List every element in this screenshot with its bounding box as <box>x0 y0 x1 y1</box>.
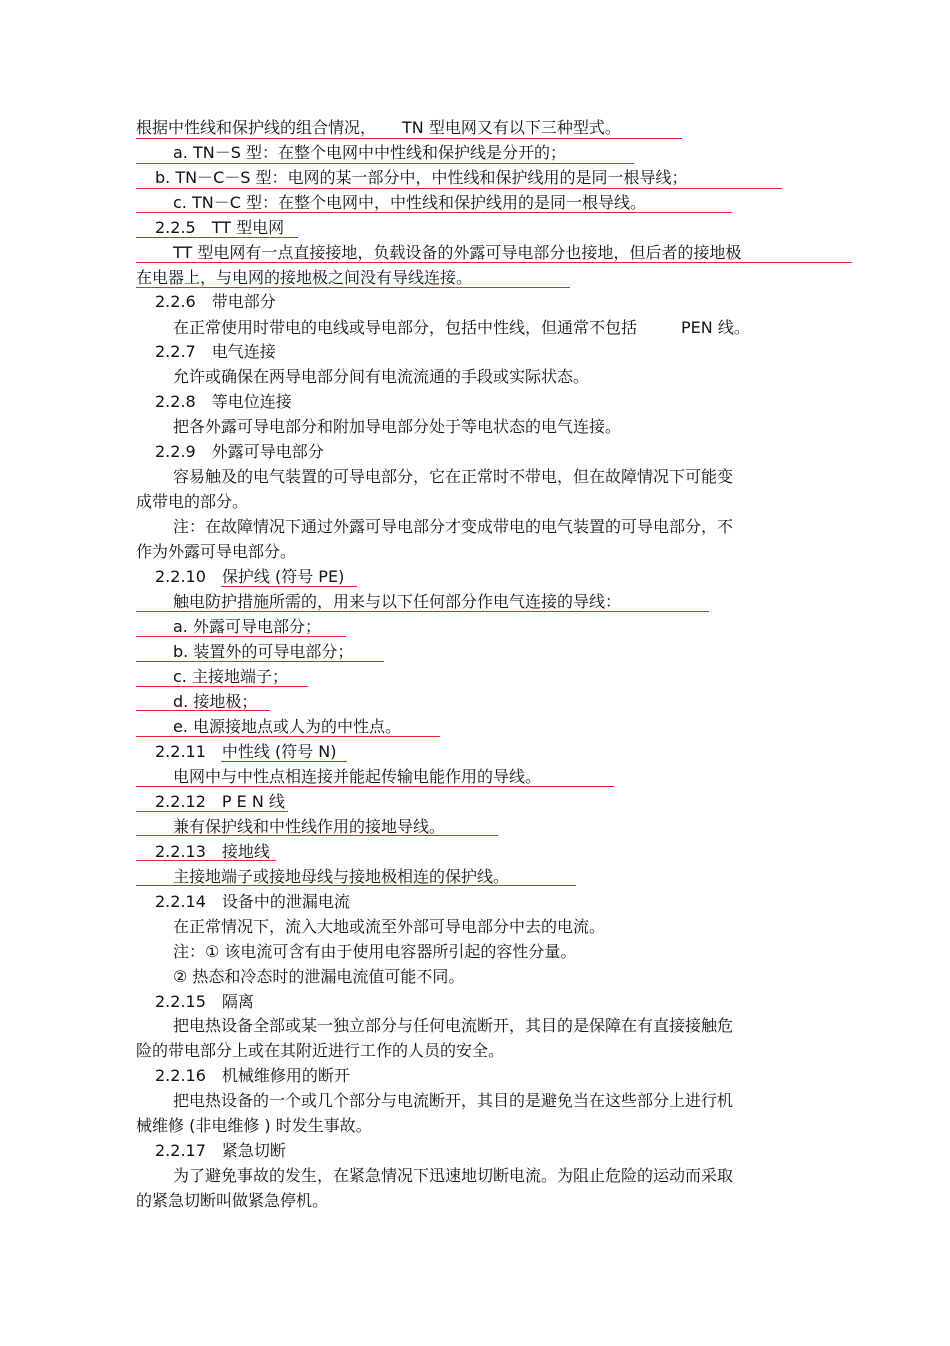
section-heading: 2.2.11 中性线 (符号 N) <box>155 742 337 761</box>
note-line: 作为外露可导电部分。 <box>136 542 297 561</box>
annotation-underline <box>136 636 346 637</box>
list-item: d. 接地极； <box>173 692 258 711</box>
text-line: 险的带电部分上或在其附近进行工作的人员的安全。 <box>136 1041 505 1060</box>
annotation-underline <box>136 262 852 263</box>
text-line: 把电热设备的一个或几个部分与电流断开，其目的是避免当在这些部分上进行机 <box>173 1091 734 1110</box>
annotation-underline <box>136 661 384 662</box>
text-line: 把电热设备全部或某一独立部分与任何电流断开，其目的是保障在有直接接触危 <box>173 1016 734 1035</box>
annotation-underline <box>136 287 570 288</box>
text-line: 电网中与中性点相连接并能起传输电能作用的导线。 <box>173 767 542 786</box>
text-line: 的紧急切断叫做紧急停机。 <box>136 1191 329 1210</box>
annotation-underline <box>221 761 347 762</box>
section-heading: 2.2.15 隔离 <box>155 992 254 1011</box>
annotation-underline <box>221 586 357 587</box>
annotation-underline <box>136 811 288 812</box>
list-item: c. 主接地端子； <box>173 667 288 686</box>
note-line: 注：① 该电流可含有由于使用电容器所引起的容性分量。 <box>173 942 577 961</box>
text-line: 成带电的部分。 <box>136 492 249 511</box>
section-heading: 2.2.16 机械维修用的断开 <box>155 1066 350 1085</box>
list-item: e. 电源接地点或人为的中性点。 <box>173 717 402 736</box>
section-heading: 2.2.8 等电位连接 <box>155 392 292 411</box>
text-line: 触电防护措施所需的，用来与以下任何部分作电气连接的导线： <box>173 592 622 611</box>
annotation-underline <box>136 710 270 711</box>
text-line: TT 型电网有一点直接接地，负载设备的外露可导电部分也接地，但后者的接地极 <box>173 243 742 262</box>
section-heading: 2.2.17 紧急切断 <box>155 1141 286 1160</box>
text-line: 把各外露可导电部分和附加导电部分处于等电状态的电气连接。 <box>173 417 622 436</box>
note-line: ② 热态和冷态时的泄漏电流值可能不同。 <box>173 967 465 986</box>
section-heading: 2.2.6 带电部分 <box>155 292 276 311</box>
list-item: b. TN－C－S 型：电网的某一部分中，中性线和保护线用的是同一根导线； <box>155 168 688 187</box>
text-line: 容易触及的电气装置的可导电部分，它在正常时不带电，但在故障情况下可能变 <box>173 467 734 486</box>
text-line: 兼有保护线和中性线作用的接地导线。 <box>173 817 446 836</box>
annotation-underline <box>136 860 276 861</box>
text-line: 主接地端子或接地母线与接地极相连的保护线。 <box>173 867 510 886</box>
text-line: 在正常使用时带电的电线或导电部分，包括中性线，但通常不包括 PEN 线。 <box>173 318 750 337</box>
section-heading: 2.2.10 保护线 (符号 PE) <box>155 567 345 586</box>
annotation-underline <box>136 786 614 787</box>
section-heading: 2.2.14 设备中的泄漏电流 <box>155 892 350 911</box>
annotation-underline <box>136 611 709 612</box>
list-item: c. TN－C 型：在整个电网中，中性线和保护线用的是同一根导线。 <box>173 193 646 212</box>
text-line: 在电器上，与电网的接地极之间没有导线连接。 <box>136 268 473 287</box>
note-line: 注：在故障情况下通过外露可导电部分才变成带电的电气装置的可导电部分，不 <box>173 517 734 536</box>
text-line: 根据中性线和保护线的组合情况， TN 型电网又有以下三种型式。 <box>136 118 621 137</box>
annotation-underline <box>136 835 498 836</box>
list-item: a. 外露可导电部分； <box>173 617 321 636</box>
section-heading: 2.2.5 TT 型电网 <box>155 218 285 237</box>
text-line: 在正常情况下，流入大地或流至外部可导电部分中去的电流。 <box>173 917 606 936</box>
annotation-underline <box>136 163 634 164</box>
annotation-underline <box>136 138 682 139</box>
list-item: b. 装置外的可导电部分； <box>173 642 354 661</box>
text-line: 械维修 (非电维修 ) 时发生事故。 <box>136 1116 372 1135</box>
annotation-underline <box>136 188 782 189</box>
annotation-underline <box>136 736 440 737</box>
annotation-underline <box>136 212 732 213</box>
section-heading: 2.2.9 外露可导电部分 <box>155 442 324 461</box>
text-line: 为了避免事故的发生，在紧急情况下迅速地切断电流。为阻止危险的运动而采取 <box>173 1166 734 1185</box>
annotation-underline <box>136 885 576 886</box>
text-line: 允许或确保在两导电部分间有电流流通的手段或实际状态。 <box>173 367 590 386</box>
annotation-underline <box>136 237 298 238</box>
section-heading: 2.2.7 电气连接 <box>155 342 276 361</box>
section-heading: 2.2.12 P E N 线 <box>155 792 285 811</box>
annotation-underline <box>136 686 308 687</box>
list-item: a. TN－S 型：在整个电网中中性线和保护线是分开的； <box>173 143 566 162</box>
section-heading: 2.2.13 接地线 <box>155 842 270 861</box>
